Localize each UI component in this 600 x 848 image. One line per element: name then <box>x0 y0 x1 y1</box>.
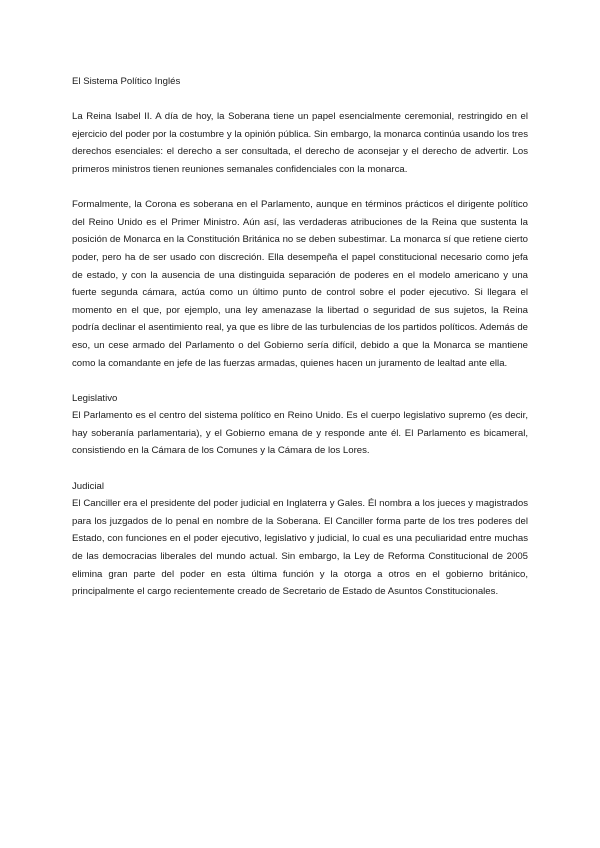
section-legislativo <box>72 390 528 460</box>
section-heading: Judicial <box>72 480 104 492</box>
section-judicial <box>72 478 528 601</box>
section-body: El Parlamento es el centro del sistema político en Reino Unido. Es el cuerpo legislativo supremo (es decir, hay soberanía parlamentaria), y el Gobierno emana de y responde ante él. El Parlamento es bicameral, consistiendo en la Cámara de los Comunes y la Cámara de los Lores. <box>72 410 528 457</box>
section-heading: Legislativo <box>72 392 118 404</box>
section-body: El Canciller era el presidente del poder judicial en Inglaterra y Gales. Él nombra a los jueces y magistrados para los juzgados de lo penal en nombre de la Soberana. El Canciller forma parte de los tres poderes del Estado, con funciones en el poder ejecutivo, legislativo y judicial, lo cual es una peculiaridad entre muchas de las democracias liberales del mundo actual. Sin embargo, la Ley de Reforma Constitucional de 2005 elimina gran parte del poder en esta última función y la otorga a otros en el gobierno británico, principalmente el cargo recientemente creado de Secretario de Estado de Asuntos Constitucionales. <box>72 498 528 598</box>
document-page <box>72 73 528 618</box>
intro-paragraph-crown: Formalmente, la Corona es soberana en el Parlamento, aunque en términos prácticos el dirigente político del Reino Unido es el Primer Ministro. Aún así, las verdaderas atribuciones de la Reina que sustenta la posición de Monarca en la Constitución Británica no se deben subestimar. La monarca sí que retiene cierto poder, pero ha de ser usado con discreción. Ella desempeña el papel constitucional necesario como jefa de estado, y con la ausencia de una distinguida separación de poderes en el modelo americano y una fuerte segunda cámara, actúa como un último punto de control sobre el poder ejecutivo. Si llegara el momento en el que, por ejemplo, una ley amenazase la libertad o seguridad de sus sujetos, la Reina podría declinar el asentimiento real, ya que es libre de las turbulencias de los partidos políticos. Además de eso, un cese armado del Parlamento o del Gobierno sería difícil, debido a que la Monarca se mantiene como la comandante en jefe de las fuerzas armadas, quienes hacen un juramento de lealtad ante ella. <box>72 199 528 369</box>
document-title: El Sistema Político Inglés <box>72 76 181 87</box>
intro-paragraph-queen: La Reina Isabel II. A día de hoy, la Soberana tiene un papel esencialmente ceremonial, restringido en el ejercicio del poder por la costumbre y la opinión pública. Sin embargo, la monarca continúa usando los tres derechos esenciales: el derecho a ser consultada, el derecho de aconsejar y el derecho de advertir. Los primeros ministros tienen reuniones semanales confidenciales con la monarca. <box>72 111 528 175</box>
